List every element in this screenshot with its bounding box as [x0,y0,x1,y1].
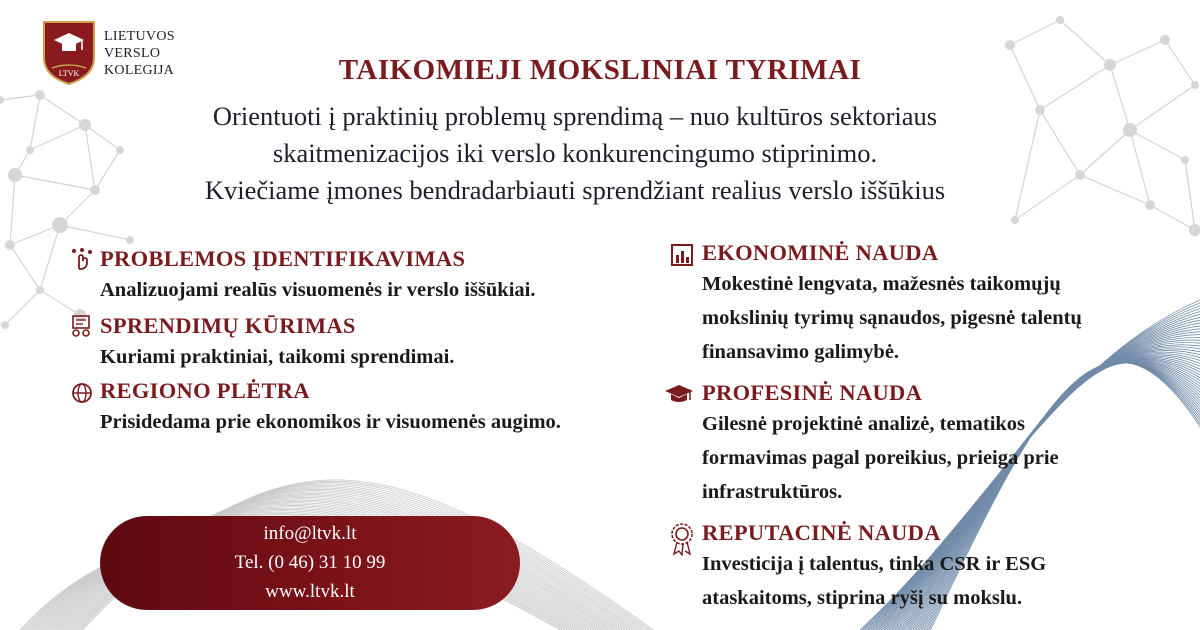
contact-email[interactable]: info@ltvk.lt [263,523,357,544]
section-text: Prisidedama prie ekonomikos ir visuomenės augimo. [100,411,561,433]
logo-line-2: VERSLO [104,46,161,61]
section-text: Kuriami praktiniai, taikomi sprendimai. [100,346,455,368]
logo-line-1: LIETUVOS [104,29,175,44]
hand-pointer-icon [70,247,94,271]
section-title: PROFESINĖ NAUDA [702,380,923,405]
section-solution-creation [100,312,454,374]
contact-box [100,516,520,610]
section-text-line: mokslinių tyrimų sąnaudos, pigesnė talentų [702,307,1082,329]
subtitle-line-2: skaitmenizacijos iki verslo konkurencingumo stiprinimo. [272,138,878,168]
section-text-line: Mokestinė lengvata, mažesnės taikomųjų [702,273,1061,295]
network-line [1150,205,1195,230]
section-title: REGIONO PLĖTRA [100,378,310,403]
network-line [60,225,130,240]
network-node [1181,156,1189,164]
network-node [52,217,68,233]
section-economic-benefit [702,239,1082,369]
logo-line-3: KOLEGIJA [104,63,175,78]
section-text-line: finansavimo galimybė. [702,341,900,363]
network-node [1,321,9,329]
page-title: TAIKOMIEJI MOKSLINIAI TYRIMAI [338,54,862,86]
subtitle [0,98,1150,209]
section-professional-benefit [702,379,1059,509]
section-title: EKONOMINĖ NAUDA [702,240,939,265]
section-problem-identification [100,245,535,307]
subtitle-line-1: Orientuoti į praktinių problemų sprendimą – nuo kultūros sektoriaus [212,101,938,131]
network-line [1010,20,1060,45]
section-reputational-benefit [702,519,1046,615]
section-text-line: ataskaitoms, stiprina ryšį su mokslu. [702,587,1023,609]
section-text: Analizuojami realūs visuomenės ir verslo iššūkiai. [100,279,536,301]
network-line [40,225,60,290]
award-badge-icon [669,522,695,556]
subtitle-line-3: Kviečiame įmones bendradarbiauti sprendžiant realius verslo iššūkius [204,175,946,205]
bar-chart-icon [670,243,694,267]
network-line [10,225,60,245]
section-text-line: formavimas pagal poreikius, prieiga prie [702,447,1059,469]
section-text-line: Investicija į talentus, tinka CSR ir ESG [702,553,1047,575]
section-text-line: Gilesnė projektinė analizė, tematikos [702,413,1026,435]
network-node [36,286,44,294]
network-node [1189,224,1200,236]
globe-icon [70,381,94,405]
network-line [1185,160,1195,230]
contact-phone[interactable]: Tel. (0 46) 31 10 99 [234,552,386,573]
gears-document-icon [70,314,94,338]
network-node [5,240,15,250]
network-line [5,290,40,325]
graduation-cap-icon [664,382,694,406]
section-title: REPUTACINĖ NAUDA [702,520,941,545]
network-node [126,236,134,244]
network-node [1160,35,1170,45]
network-line [40,290,80,315]
network-line [10,245,40,290]
section-title: SPRENDIMŲ KŪRIMAS [100,313,356,338]
svg-text:LTVK: LTVK [58,69,80,78]
network-node [1005,40,1015,50]
network-node [1011,216,1019,224]
network-node [1056,16,1064,24]
section-text-line: infrastruktūros. [702,481,843,503]
section-regional-development [100,377,561,439]
contact-website[interactable]: www.ltvk.lt [265,581,355,602]
section-title: PROBLEMOS ĮDENTIFIKAVIMAS [100,246,466,271]
